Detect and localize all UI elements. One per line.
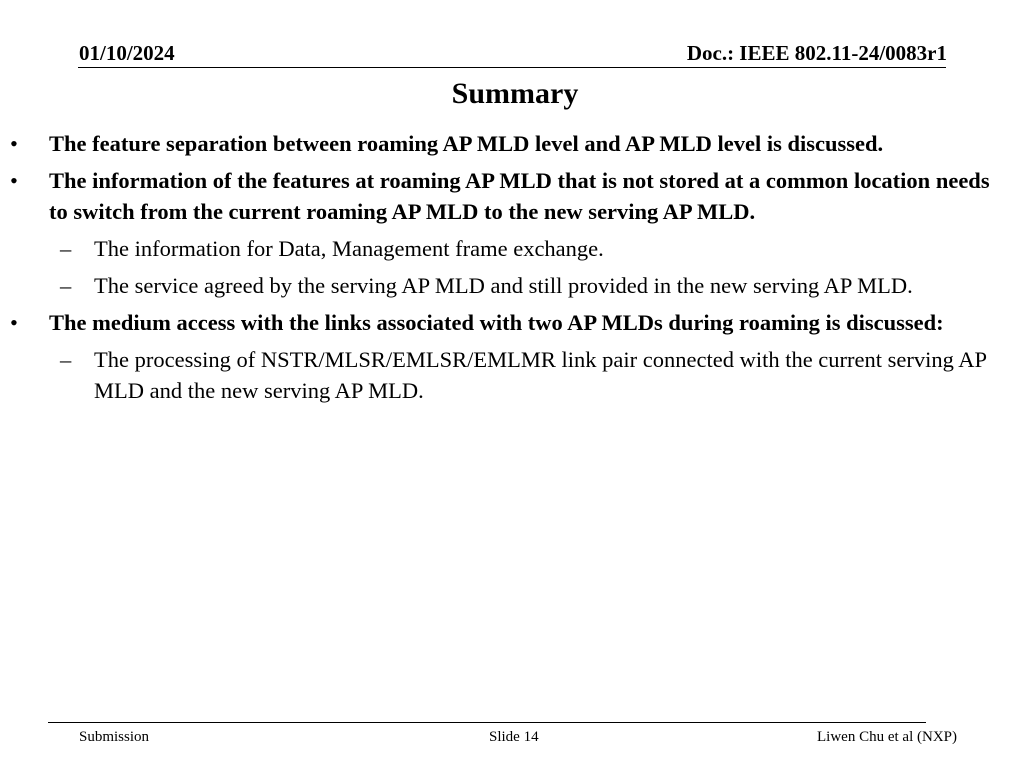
bullet-marker: • — [10, 168, 18, 193]
header-date: 01/10/2024 — [79, 41, 175, 65]
bullet-text: The feature separation between roaming AP MLD level and AP MLD level is discussed. — [49, 131, 884, 156]
bullet-item — [0, 128, 1004, 159]
sub-bullet-text: The processing of NSTR/MLSR/EMLSR/EMLMR link pair connected with the current serving AP MLD and the new serving AP MLD. — [94, 347, 987, 403]
slide-body — [0, 128, 1024, 412]
bullet-marker: • — [10, 131, 18, 156]
footer-slide-number: Slide 14 — [489, 729, 539, 745]
bullet-marker: • — [10, 310, 18, 335]
header-doc-id: Doc.: IEEE 802.11-24/0083r1 — [686, 41, 947, 65]
slide-title: Summary — [451, 77, 579, 110]
sub-bullet-text: The service agreed by the serving AP MLD and still provided in the new serving AP MLD. — [94, 273, 913, 298]
footer-submission: Submission — [79, 729, 150, 745]
footer-author: Liwen Chu et al (NXP) — [817, 729, 957, 745]
sub-bullet-text: The information for Data, Management frame exchange. — [94, 236, 604, 261]
sub-bullet-item — [0, 344, 994, 406]
bullet-text: The medium access with the links associated with two AP MLDs during roaming is discussed: — [49, 310, 944, 335]
sub-bullet-marker: – — [60, 236, 72, 261]
sub-bullet-item — [0, 270, 994, 301]
header-divider — [78, 67, 946, 68]
bullet-text: The information of the features at roaming AP MLD that is not stored at a common location needs to switch from the current roaming AP MLD to the new serving AP MLD. — [49, 168, 990, 224]
sub-bullet-marker: – — [60, 273, 72, 298]
bullet-item — [0, 165, 1004, 227]
bullet-item — [0, 307, 1004, 338]
sub-bullet-marker: – — [60, 347, 72, 372]
sub-bullet-item — [0, 233, 994, 264]
footer-divider — [48, 722, 926, 723]
